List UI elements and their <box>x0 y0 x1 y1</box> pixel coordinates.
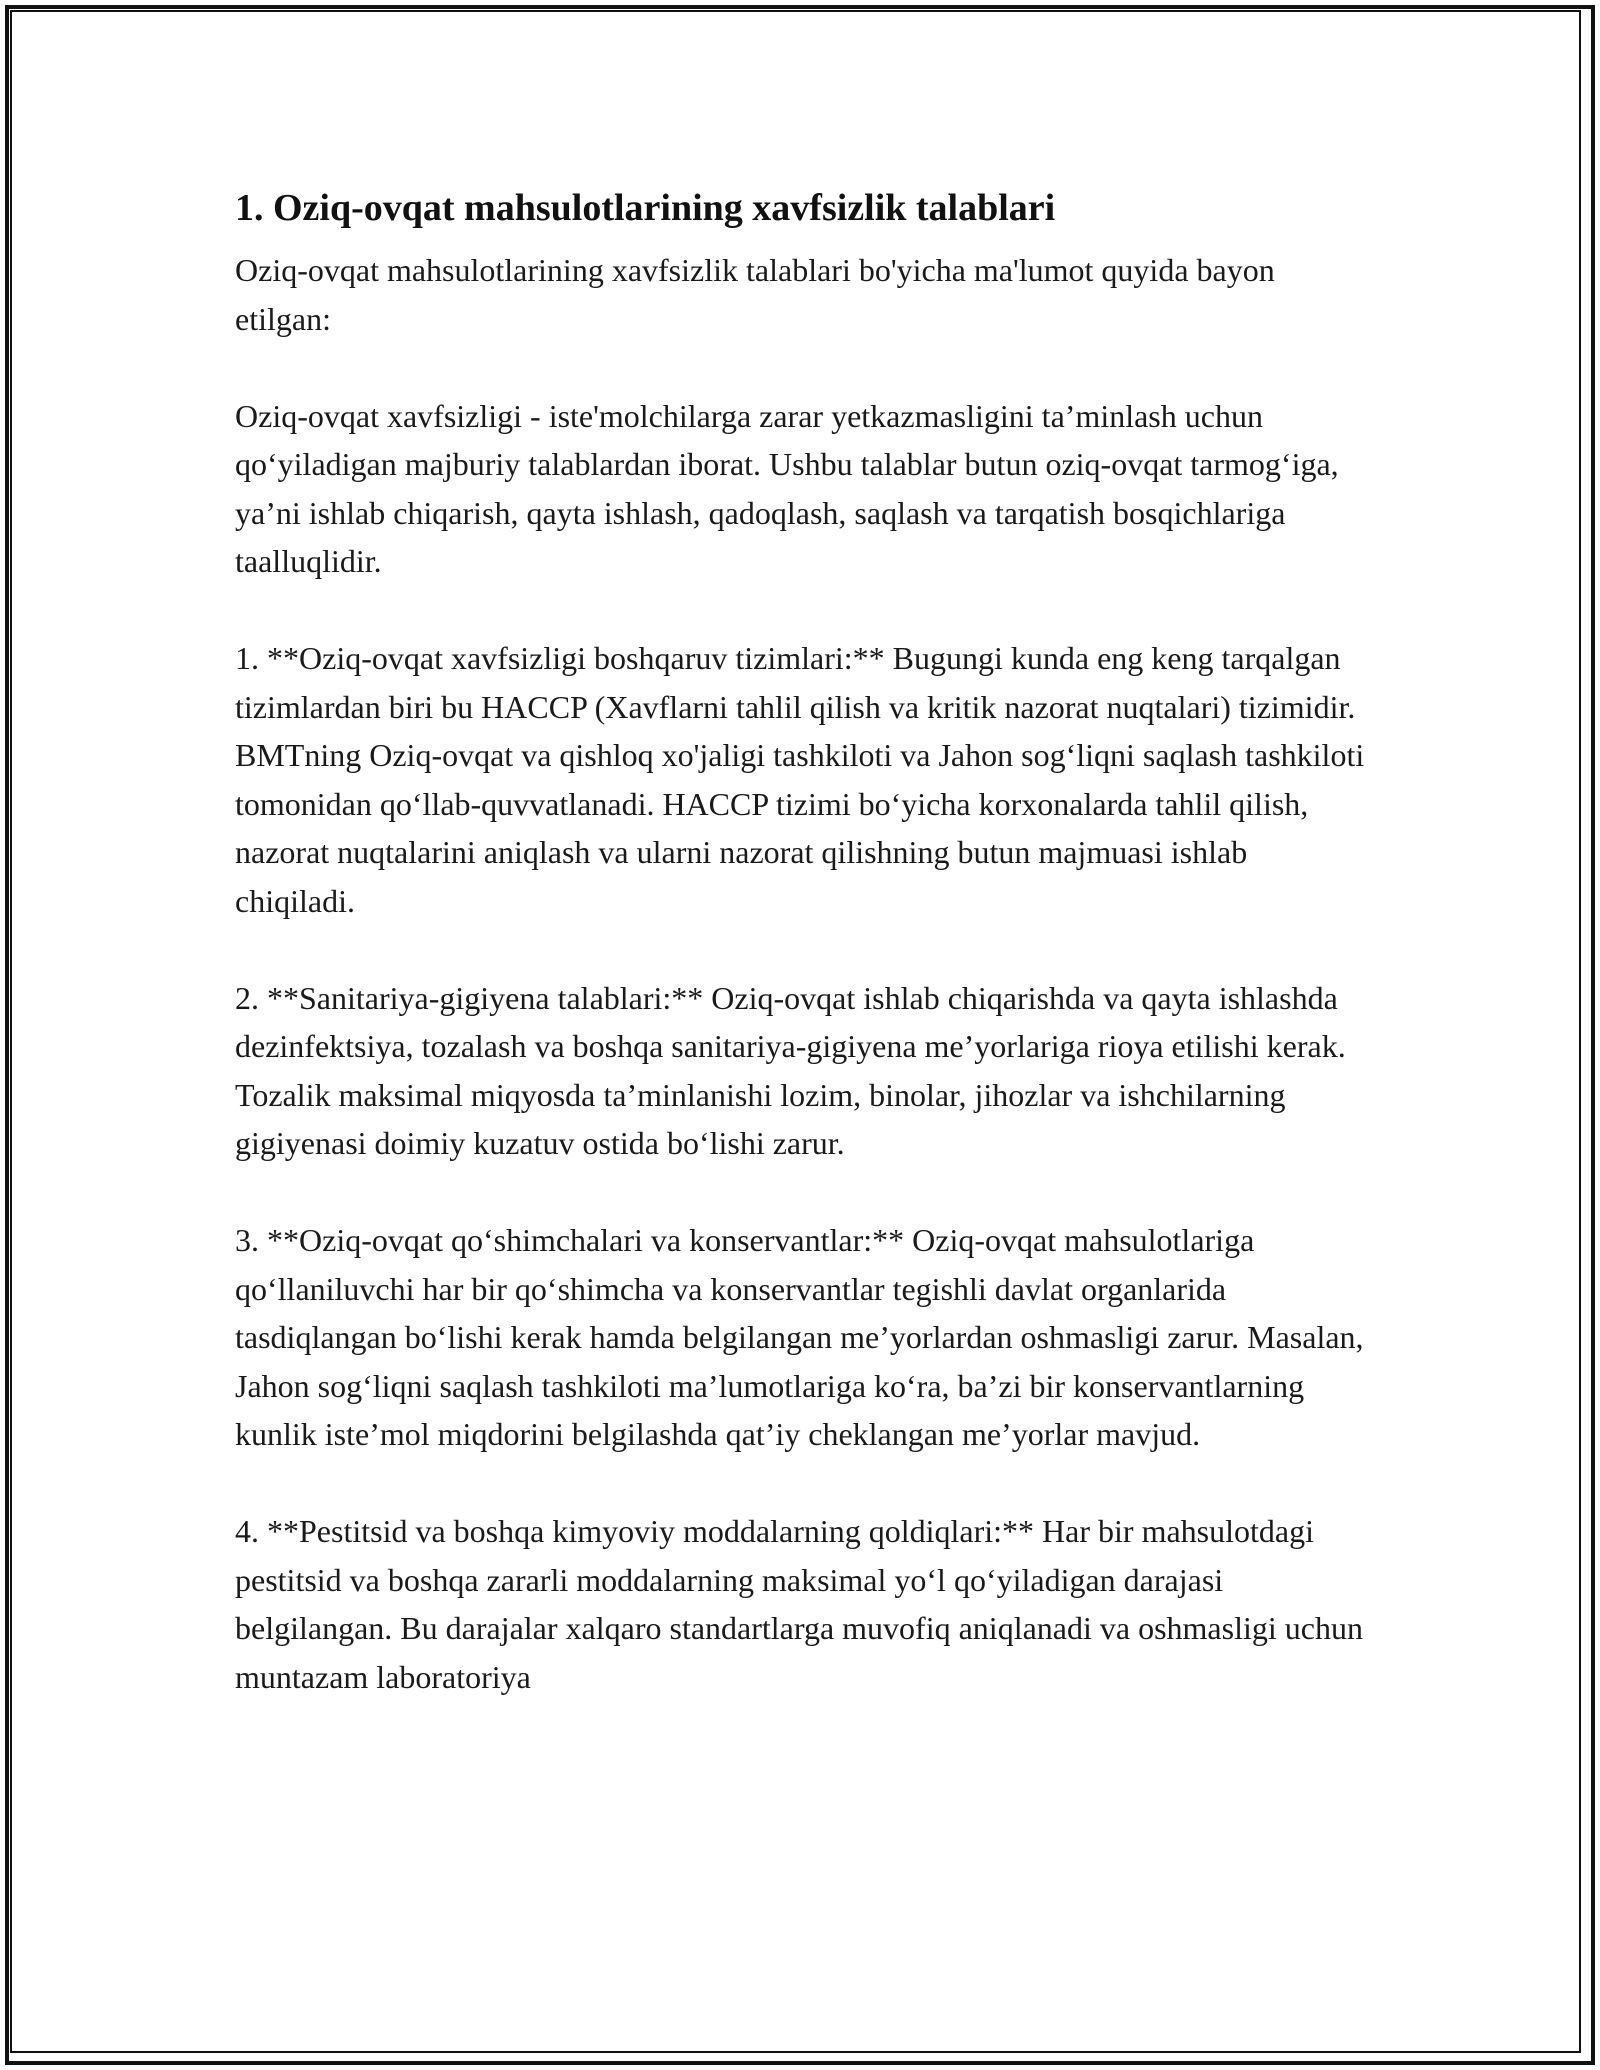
paragraph-definition: Oziq-ovqat xavfsizligi - iste'molchilarga zarar yetkazmasligini ta’minlash uchun qo‘yiladigan majburiy talablardan iborat. Ushbu talablar butun oziq-ovqat tarmog‘iga, ya’ni ishlab chiqarish, qayta ishlash, qadoqlash, saqlash va tarqatish bosqichlariga taalluqlidir. <box>235 397 1339 579</box>
paragraph-item-1: 1. **Oziq-ovqat xavfsizligi boshqaruv tizimlari:** Bugungi kunda eng keng tarqalgan tizimlardan biri bu HACCP (Xavflarni tahlil qilish va kritik nazorat nuqtalari) tizimidir. BMTning Oziq-ovqat va qishloq xo'jaligi tashkiloti va Jahon sog‘liqni saqlash tashkiloti tomonidan qo‘llab-quvvatlanadi. HACCP tizimi bo‘yicha korxonalarda tahlil qilish, nazorat nuqtalarini aniqlash va ularni nazorat qilishning butun majmuasi ishlab chiqiladi. <box>235 640 1365 919</box>
paragraph-item-2: 2. **Sanitariya-gigiyena talablari:** Oziq-ovqat ishlab chiqarishda va qayta ishlashda dezinfektsiya, tozalash va boshqa sanitariya-gigiyena me’yorlariga rioya etilishi kerak. Tozalik maksimal miqyosda ta’minlanishi lozim, binolar, jihozlar va ishchilarning gigiyenasi doimiy kuzatuv ostida bo‘lishi zarur. <box>235 979 1346 1161</box>
document-title: 1. Oziq-ovqat mahsulotlarining xavfsizlik talablari <box>235 187 1056 229</box>
document-body <box>235 184 1370 1750</box>
paragraph-item-3: 3. **Oziq-ovqat qo‘shimchalari va konservantlar:** Oziq-ovqat mahsulotlariga qo‘llaniluvchi har bir qo‘shimcha va konservantlar tegishli davlat organlarida tasdiqlangan bo‘lishi kerak hamda belgilangan me’yorlardan oshmasligi zarur. Masalan, Jahon sog‘liqni saqlash tashkiloti ma’lumotlariga ko‘ra, ba’zi bir konservantlarning kunlik iste’mol miqdorini belgilashda qat’iy cheklangan me’yorlar mavjud. <box>235 1222 1364 1452</box>
paragraph-intro: Oziq-ovqat mahsulotlarining xavfsizlik talablari bo'yicha ma'lumot quyida bayon etilgan: <box>235 252 1275 337</box>
paragraph-item-4: 4. **Pestitsid va boshqa kimyoviy moddalarning qoldiqlari:** Har bir mahsulotdagi pestitsid va boshqa zararli moddalarning maksimal yo‘l qo‘yiladigan darajasi belgilangan. Bu darajalar xalqaro standartlarga muvofiq aniqlanadi va oshmasligi uchun muntazam laboratoriya <box>235 1513 1363 1695</box>
